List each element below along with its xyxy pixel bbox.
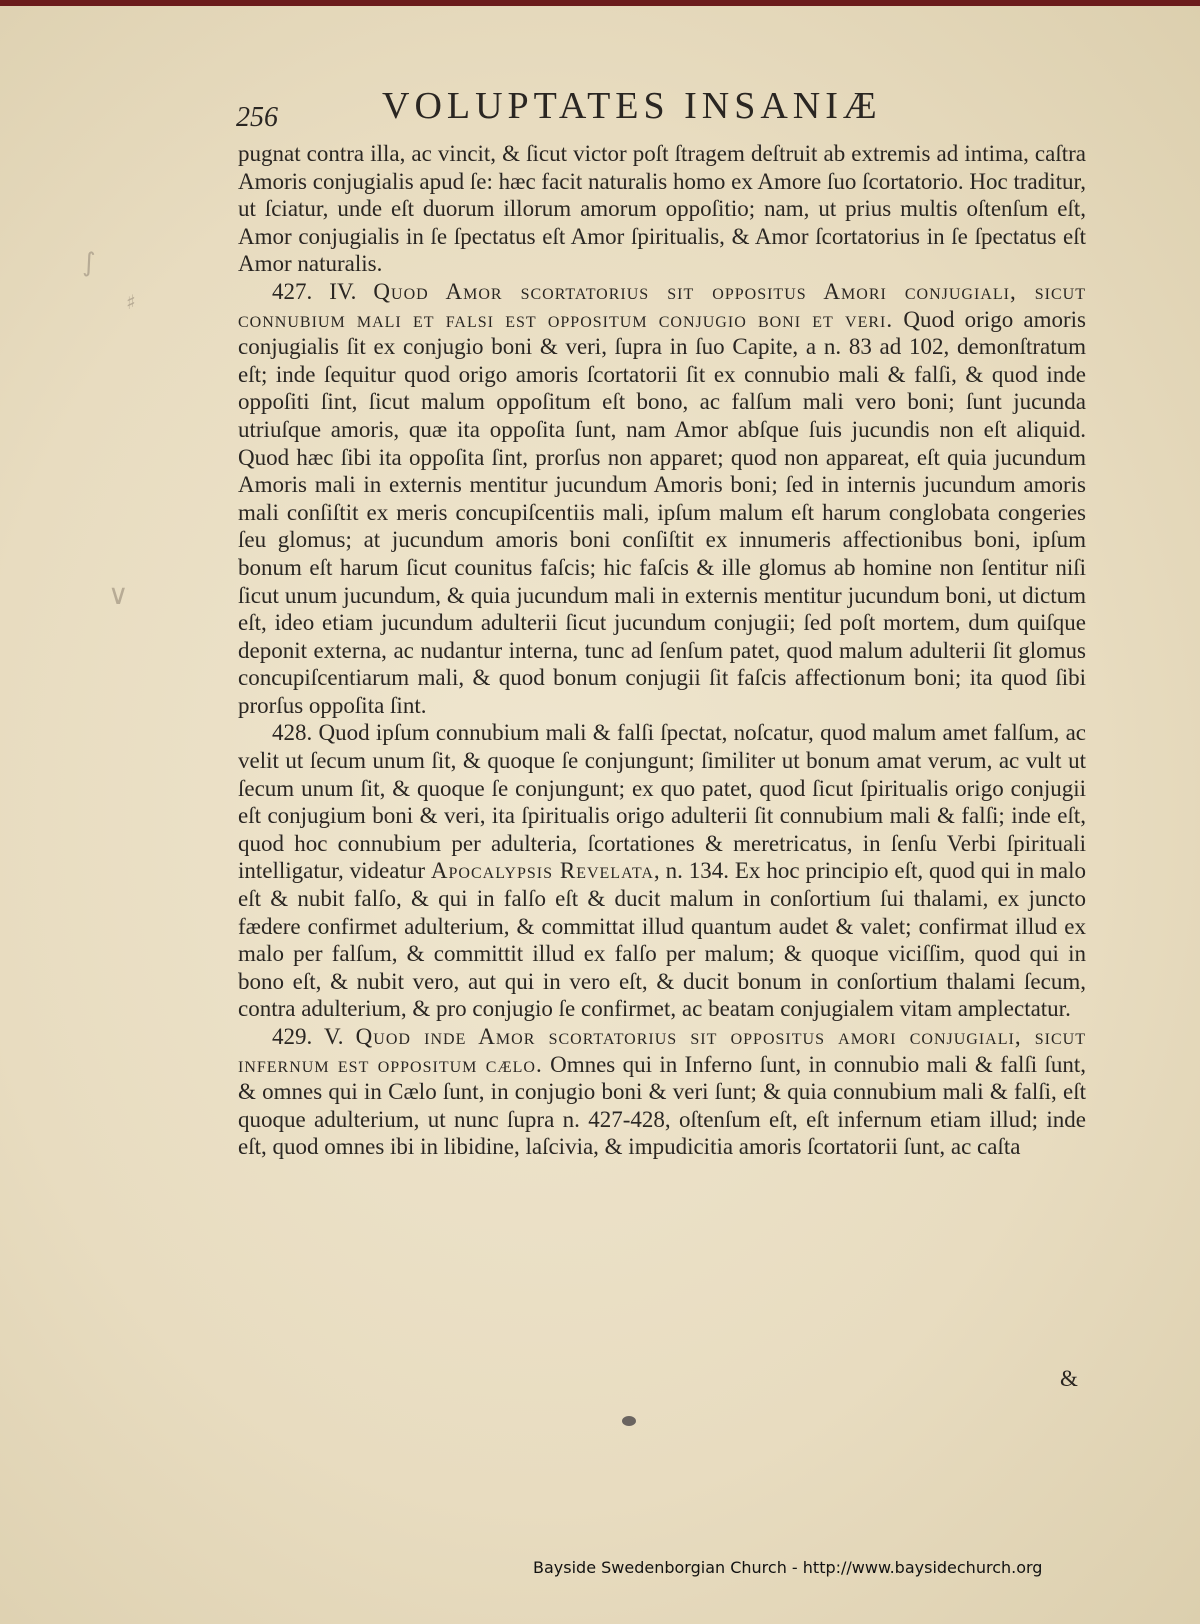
catchword: & bbox=[1060, 1366, 1078, 1391]
section-body: 428. Quod ipſum connubium mali & falſi ſpectat, noſcatur, quod malum amet falſum, ac velit ut ſecum unum ſit, & quoque ſe conjungunt; ſimiliter ut bonum amat verum, ac vult ut ſecum unum ſit, & quoque ſe conjungunt; ex quo patet, quod ſicut ſpiritualis origo conjugii eſt conjugium boni & veri, ita ſpiritualis origo adulterii ſit connubium mali & falſi; inde eſt, quod hoc connubium per adulteria, ſcortationes & meretricatus, in ſenſu Verbi ſpirituali intelligatur, videatur bbox=[238, 720, 1086, 884]
section-body: Quod origo amoris conjugialis ſit ex conjugio boni & veri, ſupra in ſuo Capite, a n. 83 ad 102, demonſtratum eſt; inde ſequitur quod origo amoris ſcortatorii ſit ex connubio mali & falſi, & quod inde oppoſiti ſint, ſicut malum oppoſitum eſt bono, ac falſum mali vero boni; ſunt jucunda utriuſque amoris, quæ ita oppoſita ſunt, nam Amor abſque ſuis jucundis non eſt aliquid. Quod hæc ſibi ita oppoſita ſint, prorſus non apparet; quod non appareat, eſt quia jucundum Amoris mali in externis mentitur jucundum Amoris boni; ſed in internis jucundum amoris mali conſiſtit ex meris concupiſcentiis mali, ipſum malum eſt harum conglobata congeries ſeu glomus; at jucundum amoris boni conſiſtit ex innumeris affectionibus boni, ipſum bonum eſt harum ſicut counitus faſcis; hic faſcis & ille glomus ab homine non ſentitur niſi ſicut unum jucundum, & quia jucundum mali in externis mentitur jucundum boni, ut dictum eſt, ideo etiam jucundum adulterii ſicut jucundum conjugii; ſed poſt mortem, dum quiſque deponit externa, ac nudantur interna, tunc ad ſenſum patet, quod malum adulterii ſit glomus concupiſcentiarum mali, & quod bonum conjugii ſit faſcis affectionum boni; ita quod ſibi prorſus oppoſita ſint. bbox=[238, 306, 1087, 718]
section-heading: Quod Amor scortatorius sit oppositus Amori conjugiali, sicut connubium mali et falsi est oppositum conjugio boni et veri. bbox=[238, 278, 1087, 332]
paragraph-continuation: pugnat contra illa, ac vincit, & ſicut victor poſt ſtragem deſtruit ab extremis ad intima, caſtra Amoris conjugialis apud ſe: hæc facit naturalis homo ex Amore ſuo ſcortatorio. Hoc traditur, ut ſciatur, unde eſt duorum illorum amorum oppoſitio; nam, ut prius multis oſtenſum eſt, Amor conjugialis in ſe ſpectatus eſt Amor ſpiritualis, & Amor ſcortatorius in ſe ſpectatus eſt Amor naturalis. bbox=[238, 141, 1086, 277]
paragraph-427 bbox=[238, 278, 1086, 720]
section-body: Omnes qui in Inferno ſunt, in connubio mali & falſi ſunt, & omnes qui in Cælo ſunt, in conjugio boni & veri ſunt; & quia connubium mali & falſi, eſt quoque adulterium, ut nunc ſupra n. 427-428, oſtenſum eſt, eſt infernum etiam illud; inde eſt, quod omnes ibi in libidine, laſcivia, & impudicitia amoris ſcortatorii ſunt, ac caſta bbox=[238, 1051, 1087, 1160]
page-number: 256 bbox=[236, 102, 278, 133]
pencil-mark-icon: ∨ bbox=[108, 578, 129, 611]
page-header bbox=[236, 84, 976, 134]
section-heading: Quod inde Amor scortatorius sit oppositus amori conjugiali, sicut infernum est oppositum cælo. bbox=[238, 1024, 1087, 1077]
section-number: 429. V. bbox=[272, 1024, 344, 1049]
top-border bbox=[0, 0, 1200, 6]
paragraph-428 bbox=[238, 719, 1086, 1023]
section-body: , n. 134. Ex hoc principio eſt, quod qui in malo eſt & nubit falſo, & qui in falſo eſt & ducit malum in conſortium ſui thalami, ex juncto fædere confirmet adulterium, & committat illud quantum audet & valet; confirmat illud ex malo per falſum, & committit illud ex falſo per malum; & quoque viciſſim, quod qui in bono eſt, & nubit vero, aut qui in vero eſt, & ducit bonum in conſortium thalami ſecum, contra adulterium, & pro conjugio ſe confirmet, ac beatam conjugialem vitam amplectatur. bbox=[238, 858, 1087, 1022]
cross-reference: Apocalypsis Revelata bbox=[430, 858, 654, 884]
footer-credit: Bayside Swedenborgian Church - http://www.baysidechurch.org bbox=[533, 1558, 1043, 1577]
pencil-mark-icon: ∫ bbox=[82, 248, 96, 278]
body-text bbox=[238, 140, 1086, 1161]
pencil-mark-icon: ♯ bbox=[126, 290, 136, 314]
section-number: 427. IV. bbox=[272, 278, 357, 304]
running-title: VOLUPTATES INSANIÆ bbox=[382, 85, 882, 127]
paragraph-429 bbox=[238, 1023, 1086, 1161]
ink-spot bbox=[622, 1416, 636, 1426]
